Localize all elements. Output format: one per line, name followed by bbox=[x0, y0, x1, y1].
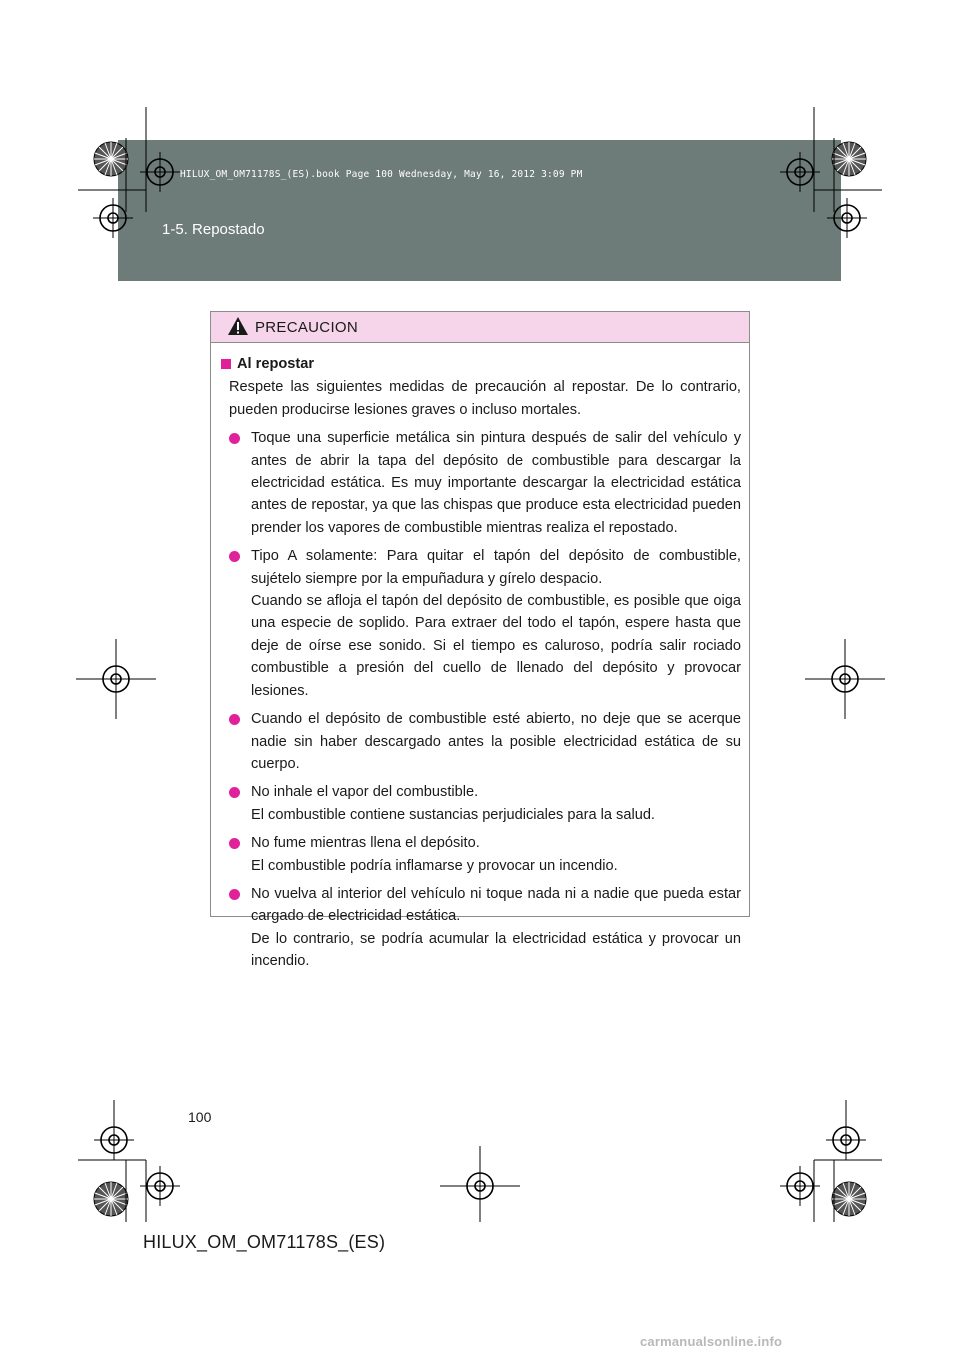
list-item bbox=[229, 832, 741, 877]
list-item-text: Cuando el depósito de combustible esté abierto, no deje que se acerque nadie sin haber descargado antes la posible electricidad estática de su cuerpo. bbox=[251, 711, 741, 772]
document-code: HILUX_OM_OM71178S_(ES) bbox=[143, 1232, 386, 1252]
watermark: carmanualsonline.info bbox=[640, 1334, 783, 1349]
caution-body bbox=[211, 343, 749, 973]
list-item-text: De lo contrario, se podría acumular la electricidad estática y provocar un incendio. bbox=[251, 930, 741, 970]
target-mark bbox=[93, 198, 133, 238]
section-label: 1-5. Repostado bbox=[162, 221, 265, 238]
list-item bbox=[229, 781, 741, 826]
subheading bbox=[219, 353, 741, 375]
book-stamp: HILUX_OM_OM71178S_(ES).book Page 100 Wednesday, May 16, 2012 3:09 PM bbox=[180, 169, 583, 180]
burst-mark-bottom-right bbox=[832, 1182, 866, 1216]
burst-mark-bottom-left bbox=[94, 1182, 128, 1216]
circle-bullet-icon bbox=[229, 838, 240, 849]
list-item-text: Cuando se afloja el tapón del depósito de combustible, es posible que oiga una especie de soplido. Para extraer del todo el tapón, espere hasta que deje de oírse ese sonido. Si el tiempo es caluroso, podría salir rociado combustible a presión del cuello de llenado del depósito y provocar lesiones. bbox=[251, 593, 741, 699]
list-item-text: No fume mientras llena el depósito. bbox=[251, 835, 480, 852]
circle-bullet-icon bbox=[229, 787, 240, 798]
list-item-text: No inhale el vapor del combustible. bbox=[251, 784, 479, 801]
target-mark bbox=[827, 198, 867, 238]
page-number: 100 bbox=[188, 1109, 212, 1125]
burst-mark-top-right bbox=[832, 142, 866, 176]
caution-box bbox=[210, 311, 750, 970]
caution-header bbox=[211, 312, 749, 343]
subheading-text: Al repostar bbox=[237, 356, 315, 372]
burst-mark-top-left bbox=[94, 142, 128, 176]
circle-bullet-icon bbox=[229, 889, 240, 900]
circle-bullet-icon bbox=[229, 551, 240, 562]
list-item-text: No vuelva al interior del vehículo ni toque nada ni a nadie que pueda estar cargado de electricidad estática. bbox=[251, 885, 741, 925]
square-bullet-icon bbox=[221, 359, 231, 369]
list-item bbox=[229, 883, 741, 973]
list-item-text: El combustible podría inflamarse y provocar un incendio. bbox=[251, 857, 618, 874]
list-item bbox=[229, 545, 741, 702]
target-mark bbox=[826, 1120, 866, 1160]
warning-triangle-icon bbox=[227, 316, 249, 336]
list-item-text: Tipo A solamente: Para quitar el tapón del depósito de combustible, sujételo siempre por la empuñadura y gírelo despacio. bbox=[251, 548, 741, 587]
circle-bullet-icon bbox=[229, 714, 240, 725]
list-item-text: El combustible contiene sustancias perjudiciales para la salud. bbox=[251, 806, 655, 823]
circle-bullet-icon bbox=[229, 433, 240, 444]
list-item bbox=[229, 708, 741, 775]
intro-paragraph: Respete las siguientes medidas de precaución al repostar. De lo contrario, pueden producirse lesiones graves o incluso mortales. bbox=[229, 379, 741, 418]
list-item bbox=[229, 427, 741, 539]
list-item-text: Toque una superficie metálica sin pintura después de salir del vehículo y antes de abrir la tapa del depósito de combustible para descargar la electricidad estática. Es muy importante descargar la electricidad estática antes de repostar, ya que las chispas que produce esta electricidad pueden prender los vapores de combustible mientras realiza el repostado. bbox=[251, 430, 741, 536]
caution-title: PRECAUCION bbox=[255, 319, 359, 336]
target-mark bbox=[94, 1120, 134, 1160]
